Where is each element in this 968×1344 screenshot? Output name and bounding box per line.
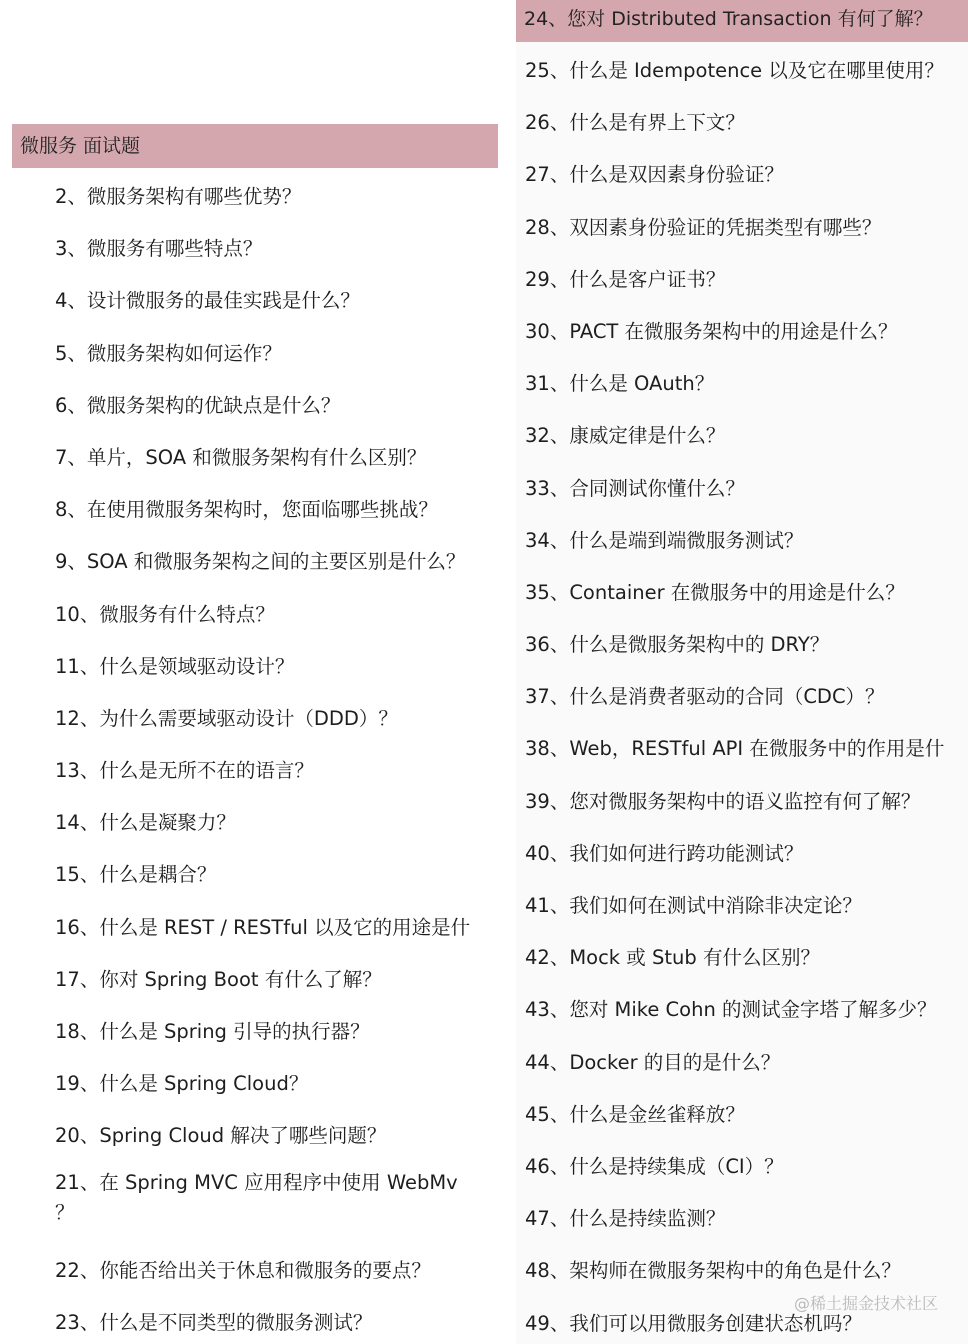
list-item: 16、什么是 REST / RESTful 以及它的用途是什	[55, 915, 471, 939]
list-item-line: 21、在 Spring MVC 应用程序中使用 WebMv	[55, 1170, 458, 1194]
list-item: 18、什么是 Spring 引导的执行器？	[55, 1020, 370, 1043]
list-item: 42、Mock 或 Stub 有什么区别？	[525, 946, 820, 970]
list-item: 41、我们如何在测试中消除非决定论？	[525, 894, 862, 917]
list-item: 25、什么是 Idempotence 以及它在哪里使用？	[525, 59, 944, 82]
list-item: 13、什么是无所不在的语言？	[55, 759, 314, 783]
list-item: 49、我们可以用微服务创建状态机吗？	[525, 1311, 862, 1335]
list-item: 23、什么是不同类型的微服务测试？	[55, 1310, 373, 1334]
list-item: 10、微服务有什么特点？	[55, 602, 275, 626]
right-question-panel	[516, 0, 968, 1344]
list-item: 44、Docker 的目的是什么？	[525, 1050, 781, 1074]
right-section-header: 24、您对 Distributed Transaction 有何了解？	[516, 0, 968, 42]
left-section-header: 微服务 面试题	[12, 124, 498, 168]
list-item: 30、PACT 在微服务架构中的用途是什么？	[525, 319, 898, 343]
list-item: 4、设计微服务的最佳实践是什么？	[55, 289, 360, 313]
list-item: 6、微服务架构的优缺点是什么？	[55, 393, 341, 417]
list-item: 36、什么是微服务架构中的 DRY？	[525, 633, 830, 657]
list-item: 12、为什么需要域驱动设计（DDD）？	[55, 706, 398, 730]
left-question-list	[55, 174, 498, 1344]
list-item: 22、你能否给出关于休息和微服务的要点？	[55, 1258, 431, 1282]
list-item: 32、康威定律是什么？	[525, 424, 726, 448]
list-item: 15、什么是耦合？	[55, 863, 217, 887]
list-item: 48、架构师在微服务架构中的角色是什么？	[525, 1259, 901, 1283]
list-item: 38、Web，RESTful API 在微服务中的作用是什	[525, 737, 945, 761]
list-item: 31、什么是 OAuth？	[525, 372, 715, 396]
list-item: 39、您对微服务架构中的语义监控有何了解？	[525, 789, 921, 813]
list-item: 11、什么是领域驱动设计？	[55, 654, 295, 678]
list-item: 20、Spring Cloud 解决了哪些问题？	[55, 1124, 387, 1148]
list-item: 28、双因素身份验证的凭据类型有哪些？	[525, 215, 882, 239]
list-item: 43、您对 Mike Cohn 的测试金字塔了解多少？	[525, 998, 937, 1022]
list-item: 33、合同测试你懂什么？	[525, 476, 745, 500]
list-item: 3、微服务有哪些特点？	[55, 237, 263, 261]
list-item: 5、微服务架构如何运作？	[55, 341, 282, 365]
list-item: 8、在使用微服务架构时，您面临哪些挑战？	[55, 498, 438, 522]
list-item: 46、什么是持续集成（CI）？	[525, 1154, 784, 1178]
list-item: 45、什么是金丝雀释放？	[525, 1102, 745, 1126]
list-item: 34、什么是端到端微服务测试？	[525, 528, 804, 552]
list-item: 9、SOA 和微服务架构之间的主要区别是什么？	[55, 550, 466, 574]
list-item: 14、什么是凝聚力？	[55, 811, 236, 835]
list-item: 27、什么是双因素身份验证？	[525, 163, 784, 187]
list-item: 35、Container 在微服务中的用途是什么？	[525, 580, 905, 604]
list-item: 7、单片，SOA 和微服务架构有什么区别？	[55, 445, 427, 469]
list-item: 47、什么是持续监测？	[525, 1207, 726, 1231]
list-item-line: ？	[55, 1200, 75, 1224]
list-item	[55, 1166, 498, 1248]
list-item: 19、什么是 Spring Cloud？	[55, 1072, 309, 1096]
watermark: @稀土掘金技术社区	[793, 1294, 938, 1313]
list-item: 37、什么是消费者驱动的合同（CDC）？	[525, 685, 885, 709]
right-question-list	[525, 48, 968, 1344]
list-item: 2、微服务架构有哪些优势？	[55, 185, 302, 208]
list-item: 26、什么是有界上下文？	[525, 111, 745, 135]
left-question-panel	[12, 124, 498, 1344]
list-item: 29、什么是客户证书？	[525, 267, 726, 291]
list-item: 17、你对 Spring Boot 有什么了解？	[55, 967, 382, 991]
list-item: 40、我们如何进行跨功能测试？	[525, 841, 804, 865]
